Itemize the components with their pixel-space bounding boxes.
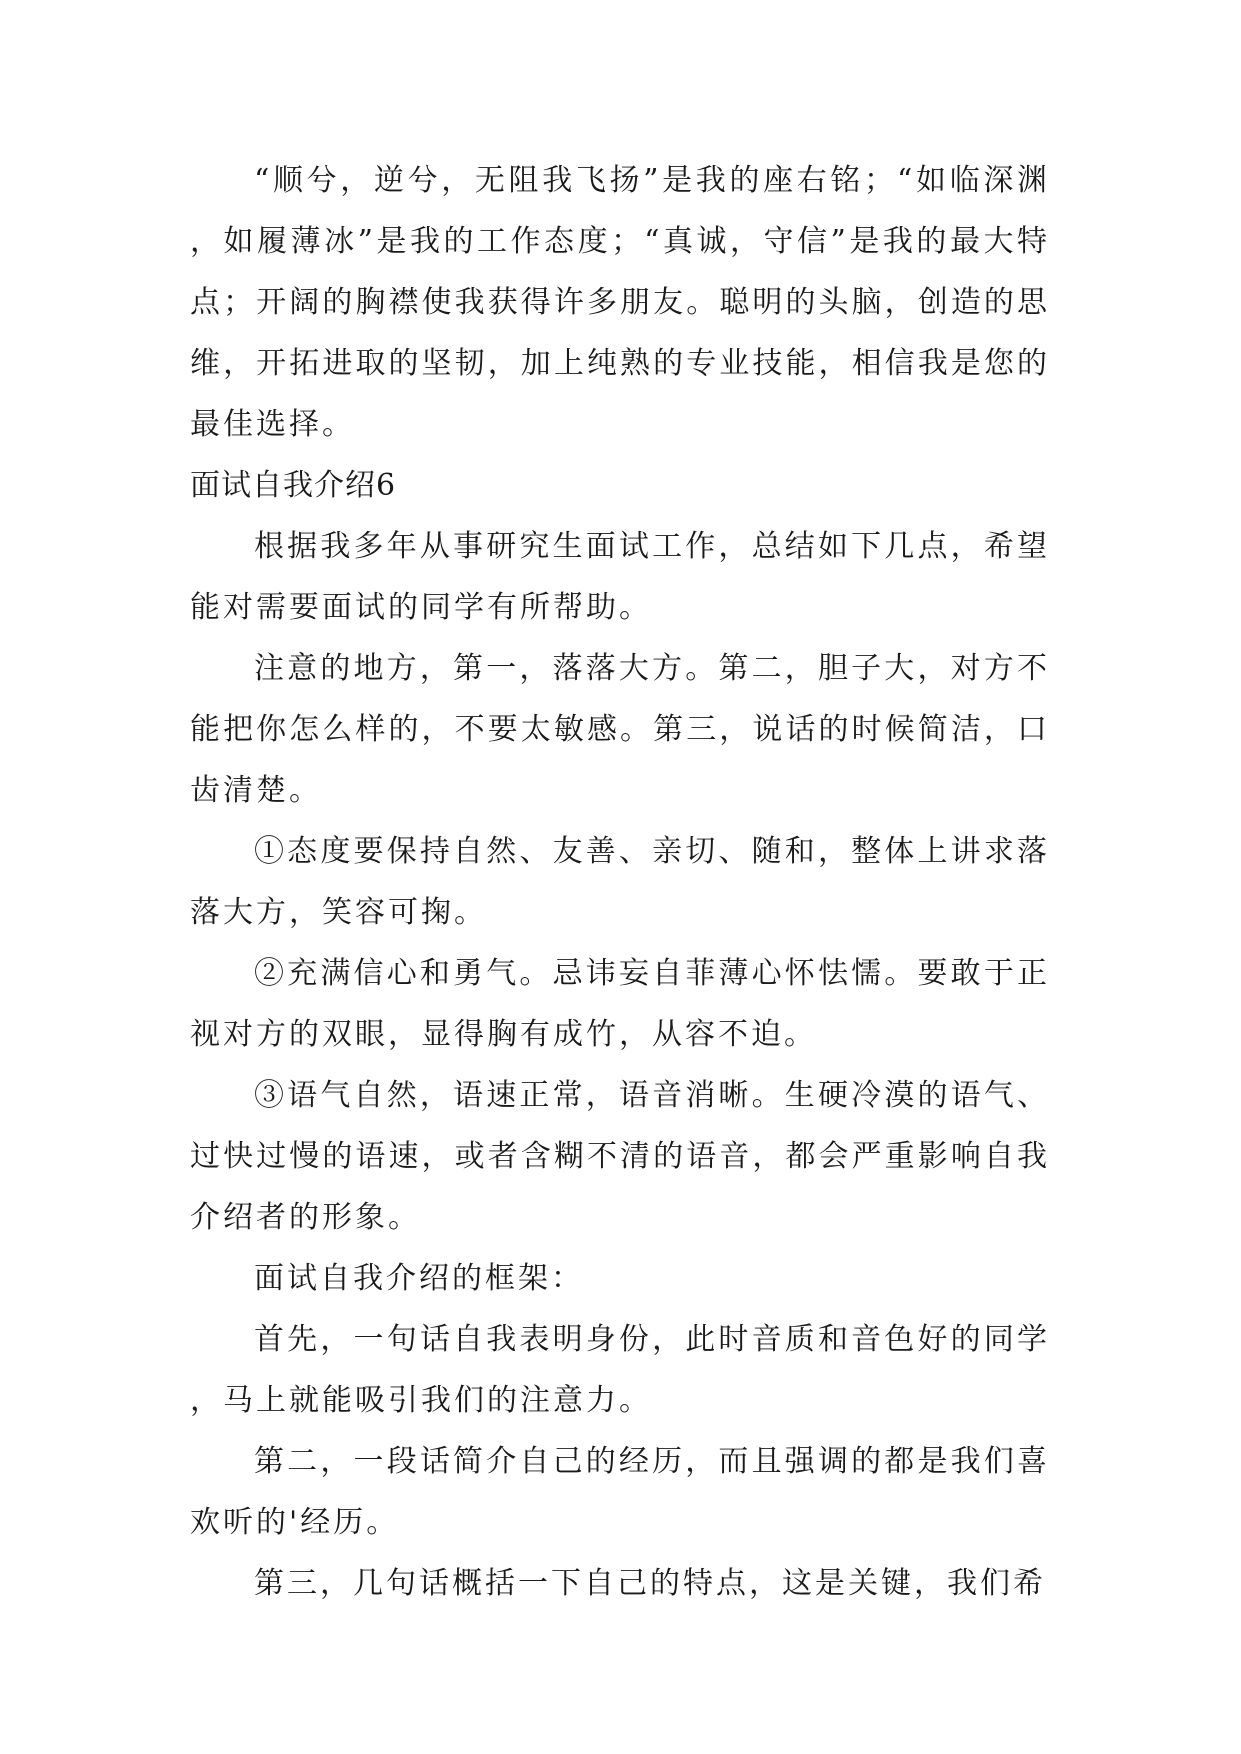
paragraph-framework-title: 面试自我介绍的框架： bbox=[254, 1261, 584, 1296]
paragraph-intro: 根据我多年从事研究生面试工作，总结如下几点，希望能对需要面试的同学有所帮助。 bbox=[190, 529, 1050, 625]
document-page bbox=[190, 150, 1050, 1614]
paragraph-point-3: ③语气自然，语速正常，语音消晰。生硬冷漠的语气、过快过慢的语速，或者含糊不清的语音，都会严重影响自我介绍者的形象。 bbox=[190, 1078, 1050, 1235]
paragraph-framework-first: 首先，一句话自我表明身份，此时音质和音色好的同学，马上就能吸引我们的注意力。 bbox=[190, 1322, 1050, 1418]
paragraph-point-1: ①态度要保持自然、友善、亲切、随和，整体上讲求落落大方，笑容可掬。 bbox=[190, 834, 1050, 930]
paragraph-motto: “顺兮，逆兮，无阻我飞扬”是我的座右铭；“如临深渊，如履薄冰”是我的工作态度；“真诚，守信”是我的最大特点；开阔的胸襟使我获得许多朋友。聪明的头脑，创造的思维，开拓进取的坚韧，加上纯熟的专业技能，相信我是您的最佳选择。 bbox=[190, 163, 1050, 442]
paragraph-framework-second: 第二，一段话简介自己的经历，而且强调的都是我们喜欢听的'经历。 bbox=[190, 1444, 1050, 1540]
paragraph-notes: 注意的地方，第一，落落大方。第二，胆子大，对方不能把你怎么样的，不要太敏感。第三，说话的时候简洁，口齿清楚。 bbox=[190, 651, 1050, 808]
paragraph-framework-third: 第三，几句话概括一下自己的特点，这是关键，我们希 bbox=[254, 1566, 1046, 1601]
paragraph-point-2: ②充满信心和勇气。忌讳妄自菲薄心怀怯懦。要敢于正视对方的双眼，显得胸有成竹，从容不迫。 bbox=[190, 956, 1050, 1052]
section-heading: 面试自我介绍6 bbox=[190, 468, 397, 503]
